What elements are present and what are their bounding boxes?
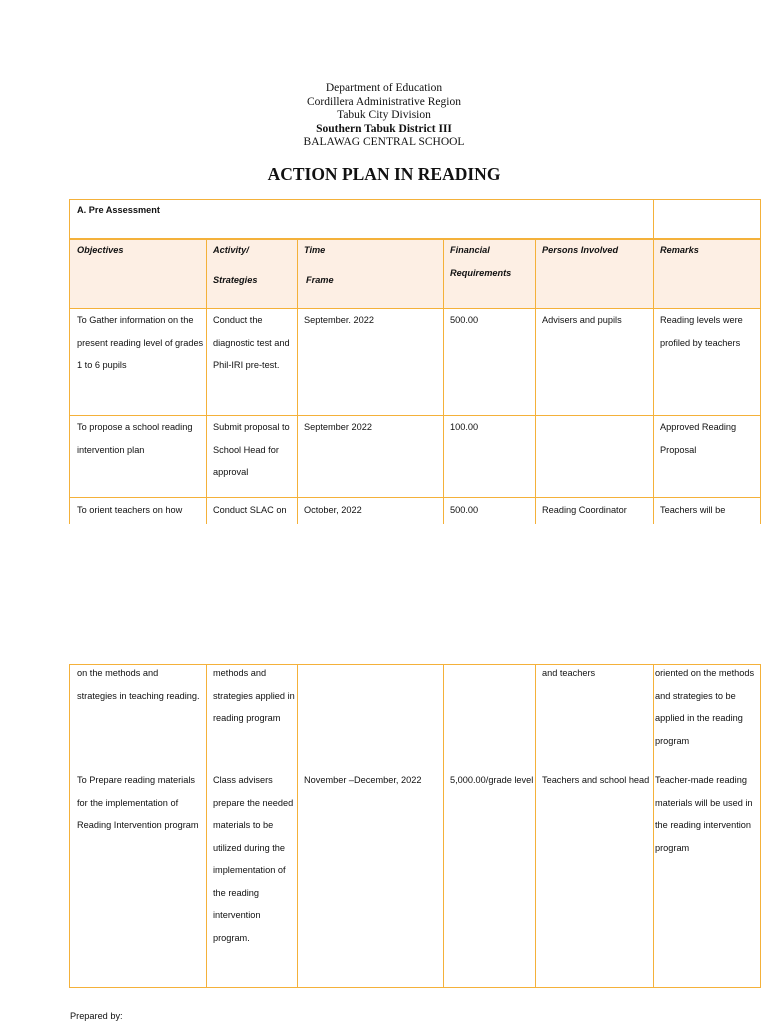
table-cell-objective: on the methods and strategies in teaching reading.: [77, 668, 200, 701]
header-division: Tabuk City Division: [337, 109, 431, 121]
table-border: [760, 199, 761, 524]
table-cell-time: November –December, 2022: [304, 775, 422, 785]
table-cell-activity: Conduct the diagnostic test and Phil-IRI pre-test.: [213, 315, 290, 370]
table-cell-remarks: Approved Reading Proposal: [660, 422, 737, 455]
table-cell-activity: Submit proposal to School Head for approval: [213, 422, 290, 477]
column-header-persons: Persons Involved: [542, 245, 619, 255]
table-cell-remarks: Reading levels were profiled by teachers: [660, 315, 743, 348]
table-border: [535, 664, 536, 988]
column-header-time-line2: Frame: [306, 274, 334, 285]
page-title: ACTION PLAN IN READING: [267, 164, 501, 184]
table-cell-financial: 500.00: [450, 505, 479, 515]
table-cell-financial: 5,000.00/grade level: [450, 775, 534, 785]
table-cell-financial: 100.00: [450, 422, 479, 432]
table-border: [443, 664, 444, 988]
table-border: [760, 664, 761, 988]
table-cell-time: October, 2022: [304, 505, 362, 515]
column-header-objectives: Objectives: [77, 245, 124, 255]
table-cell-persons: and teachers: [542, 668, 596, 678]
table-cell-remarks: Teachers will be: [660, 505, 726, 515]
header-region: Cordillera Administrative Region: [307, 95, 461, 108]
column-header-time-frame: [297, 239, 443, 291]
column-header-financial-line2: Requirements: [450, 267, 512, 278]
table-cell-remarks: Teacher-made reading materials will be used in the reading intervention program: [655, 775, 753, 853]
table-cell-objective: To Gather information on the present reading level of grades 1 to 6 pupils: [77, 315, 204, 370]
table-cell-objective: To Prepare reading materials for the implementation of Reading Intervention program: [77, 775, 199, 830]
table-cell-financial: 500.00: [450, 315, 479, 325]
column-header-activity: [206, 239, 297, 291]
table-cell-persons: Advisers and pupils: [542, 315, 622, 325]
table-cell-time: September 2022: [304, 422, 372, 432]
column-header-activity-line1: Activity/: [213, 245, 249, 255]
table-border: [69, 987, 761, 988]
table-cell-persons: Teachers and school head: [542, 775, 650, 785]
table-border: [69, 497, 761, 498]
prepared-by-label: Prepared by:: [70, 1011, 123, 1021]
column-header-financial-line1: Financial: [450, 245, 490, 255]
header-district: Southern Tabuk District III: [316, 122, 452, 135]
column-header-remarks: Remarks: [660, 245, 699, 255]
table-cell-objective: To orient teachers on how: [77, 505, 183, 515]
table-cell-persons: Reading Coordinator: [542, 505, 627, 515]
column-header-financial: [443, 239, 535, 284]
table-cell-remarks: oriented on the methods and strategies to be applied in the reading program: [655, 668, 755, 746]
table-border: [297, 664, 298, 988]
column-header-time-line1: Time: [304, 245, 326, 255]
section-title: A. Pre Assessment: [77, 205, 160, 215]
table-cell-activity: Class advisers prepare the needed materials to be utilized during the implementation of the reading intervention program.: [213, 775, 294, 943]
header-school: BALAWAG CENTRAL SCHOOL: [303, 136, 465, 148]
table-border: [535, 239, 536, 524]
table-cell-objective: To propose a school reading intervention plan: [77, 422, 193, 455]
column-header-activity-line2: Strategies: [213, 274, 258, 285]
table-cell-time: September. 2022: [304, 315, 374, 325]
header-department: Department of Education: [325, 82, 443, 94]
table-cell-activity: methods and strategies applied in reading program: [213, 668, 295, 723]
document-header: [0, 82, 768, 150]
table-cell-activity: Conduct SLAC on: [213, 505, 287, 515]
